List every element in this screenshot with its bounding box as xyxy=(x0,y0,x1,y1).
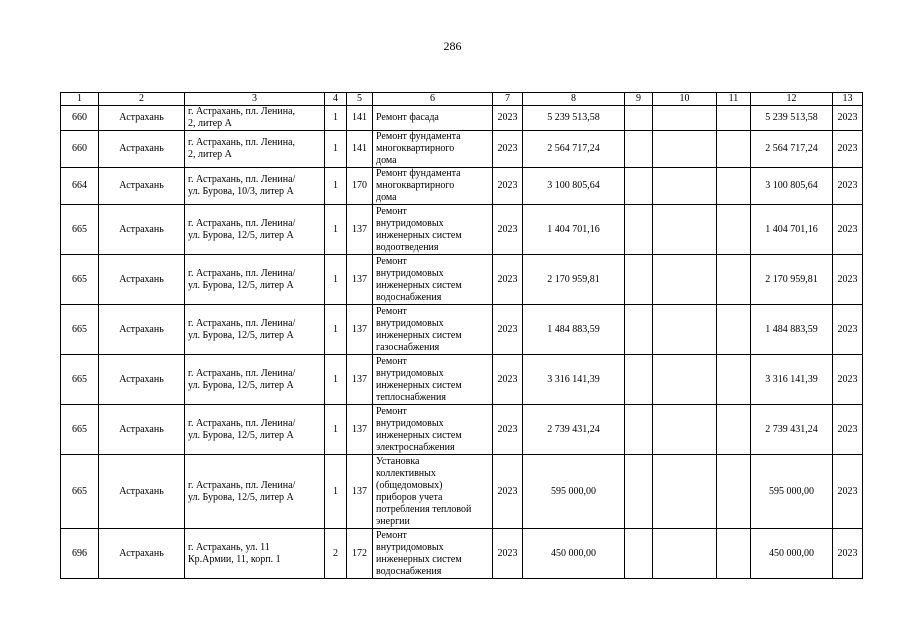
cell-total: 2 564 717,24 xyxy=(751,131,833,168)
cell-year: 2023 xyxy=(493,455,523,529)
cell-city: Астрахань xyxy=(99,205,185,255)
cell-address-line: 2, литер А xyxy=(188,118,232,129)
cell-year: 2023 xyxy=(493,529,523,579)
table-row xyxy=(61,405,863,455)
cell-work-type-line: коллективных xyxy=(376,467,436,479)
cell-col9 xyxy=(625,168,653,205)
cell-work-type xyxy=(373,455,493,529)
cell-total: 1 404 701,16 xyxy=(751,205,833,255)
cell-work-type-line: Ремонт xyxy=(376,405,407,417)
cell-city: Астрахань xyxy=(99,455,185,529)
cell-work-type-line: Ремонт xyxy=(376,355,407,367)
cell-work-type-line: инженерных систем xyxy=(376,379,462,391)
cell-year: 2023 xyxy=(493,305,523,355)
cell-number: 665 xyxy=(61,205,99,255)
cell-address-line: ул. Бурова, 12/5, литер А xyxy=(188,491,294,503)
cell-address-line: г. Астрахань, пл. Ленина/ xyxy=(188,417,296,429)
cell-work-type-line: внутридомовых xyxy=(376,267,444,279)
cell-work-type-line: инженерных систем xyxy=(376,329,462,341)
column-header-2: 2 xyxy=(99,93,185,106)
cell-col11 xyxy=(717,255,751,305)
cell-work-type-line: многоквартирного xyxy=(376,143,455,154)
cell-address-line: ул. Бурова, 12/5, литер А xyxy=(188,429,294,441)
table-row xyxy=(61,355,863,405)
cell-total: 595 000,00 xyxy=(751,455,833,529)
cell-end-year: 2023 xyxy=(833,255,863,305)
cell-col11 xyxy=(717,131,751,168)
cell-city: Астрахань xyxy=(99,529,185,579)
cell-address-line: г. Астрахань, пл. Ленина, xyxy=(188,137,296,148)
cell-work-type-line: дома xyxy=(376,192,397,203)
cell-work-type-line: Ремонт xyxy=(376,205,407,217)
cell-address-line: г. Астрахань, пл. Ленина/ xyxy=(188,174,296,185)
repair-registry-table xyxy=(60,92,863,579)
cell-year: 2023 xyxy=(493,405,523,455)
cell-address xyxy=(185,255,325,305)
cell-address xyxy=(185,131,325,168)
cell-work-type-line: теплоснабжения xyxy=(376,391,446,403)
cell-address-line: ул. Бурова, 12/5, литер А xyxy=(188,329,294,341)
cell-amount: 3 100 805,64 xyxy=(523,168,625,205)
cell-total: 450 000,00 xyxy=(751,529,833,579)
cell-end-year: 2023 xyxy=(833,455,863,529)
cell-year: 2023 xyxy=(493,131,523,168)
cell-col4: 1 xyxy=(325,168,347,205)
cell-work-type-line: Установка xyxy=(376,455,420,467)
table-row xyxy=(61,529,863,579)
cell-number: 665 xyxy=(61,305,99,355)
cell-col4: 1 xyxy=(325,455,347,529)
cell-address xyxy=(185,529,325,579)
cell-work-type xyxy=(373,205,493,255)
cell-city: Астрахань xyxy=(99,305,185,355)
cell-work-type-line: Ремонт xyxy=(376,529,407,541)
cell-city: Астрахань xyxy=(99,355,185,405)
cell-number: 665 xyxy=(61,405,99,455)
cell-amount: 2 170 959,81 xyxy=(523,255,625,305)
cell-city: Астрахань xyxy=(99,131,185,168)
cell-city: Астрахань xyxy=(99,106,185,131)
cell-col11 xyxy=(717,205,751,255)
cell-work-type-line: внутридомовых xyxy=(376,217,444,229)
cell-col9 xyxy=(625,355,653,405)
cell-address-line: ул. Бурова, 10/3, литер А xyxy=(188,186,294,197)
cell-number: 665 xyxy=(61,255,99,305)
cell-col10 xyxy=(653,529,717,579)
cell-total: 3 316 141,39 xyxy=(751,355,833,405)
cell-work-type-line: внутридомовых xyxy=(376,417,444,429)
column-header-12: 12 xyxy=(751,93,833,106)
cell-address-line: г. Астрахань, ул. 11 xyxy=(188,541,270,553)
cell-work-type-line: Ремонт фасада xyxy=(376,112,439,123)
column-header-1: 1 xyxy=(61,93,99,106)
cell-col9 xyxy=(625,106,653,131)
cell-col9 xyxy=(625,529,653,579)
cell-amount: 2 564 717,24 xyxy=(523,131,625,168)
cell-number: 696 xyxy=(61,529,99,579)
cell-year: 2023 xyxy=(493,168,523,205)
cell-work-type-line: приборов учета xyxy=(376,491,443,503)
cell-col11 xyxy=(717,355,751,405)
cell-col5: 170 xyxy=(347,168,373,205)
column-header-6: 6 xyxy=(373,93,493,106)
table-body xyxy=(61,106,863,579)
cell-end-year: 2023 xyxy=(833,168,863,205)
column-header-13: 13 xyxy=(833,93,863,106)
cell-address-line: ул. Бурова, 12/5, литер А xyxy=(188,379,294,391)
cell-work-type xyxy=(373,131,493,168)
cell-work-type xyxy=(373,405,493,455)
cell-address-line: 2, литер А xyxy=(188,149,232,160)
cell-col4: 2 xyxy=(325,529,347,579)
cell-end-year: 2023 xyxy=(833,529,863,579)
cell-work-type-line: электроснабжения xyxy=(376,441,455,453)
cell-col5: 137 xyxy=(347,305,373,355)
cell-number: 660 xyxy=(61,131,99,168)
cell-work-type-line: водоснабжения xyxy=(376,291,442,303)
cell-work-type-line: Ремонт xyxy=(376,255,407,267)
cell-col10 xyxy=(653,106,717,131)
cell-col4: 1 xyxy=(325,405,347,455)
cell-address xyxy=(185,205,325,255)
cell-address-line: г. Астрахань, пл. Ленина/ xyxy=(188,317,296,329)
cell-address-line: г. Астрахань, пл. Ленина/ xyxy=(188,367,296,379)
table-row xyxy=(61,168,863,205)
cell-col5: 137 xyxy=(347,255,373,305)
cell-end-year: 2023 xyxy=(833,405,863,455)
cell-work-type xyxy=(373,106,493,131)
cell-end-year: 2023 xyxy=(833,305,863,355)
cell-amount: 1 404 701,16 xyxy=(523,205,625,255)
column-header-11: 11 xyxy=(717,93,751,106)
cell-col4: 1 xyxy=(325,355,347,405)
cell-col10 xyxy=(653,355,717,405)
cell-col11 xyxy=(717,106,751,131)
cell-col9 xyxy=(625,455,653,529)
cell-address-line: г. Астрахань, пл. Ленина/ xyxy=(188,267,296,279)
cell-work-type-line: Ремонт фундамента xyxy=(376,168,461,179)
cell-work-type-line: энергии xyxy=(376,515,410,527)
cell-col10 xyxy=(653,305,717,355)
cell-work-type-line: инженерных систем xyxy=(376,279,462,291)
cell-work-type xyxy=(373,168,493,205)
column-header-3: 3 xyxy=(185,93,325,106)
cell-col11 xyxy=(717,529,751,579)
cell-number: 665 xyxy=(61,355,99,405)
cell-total: 2 170 959,81 xyxy=(751,255,833,305)
cell-col9 xyxy=(625,405,653,455)
cell-amount: 2 739 431,24 xyxy=(523,405,625,455)
cell-col4: 1 xyxy=(325,305,347,355)
table-row xyxy=(61,255,863,305)
cell-year: 2023 xyxy=(493,106,523,131)
cell-col4: 1 xyxy=(325,205,347,255)
table-row xyxy=(61,205,863,255)
cell-work-type-line: (общедомовых) xyxy=(376,479,443,491)
column-header-4: 4 xyxy=(325,93,347,106)
cell-end-year: 2023 xyxy=(833,131,863,168)
cell-end-year: 2023 xyxy=(833,106,863,131)
cell-work-type xyxy=(373,529,493,579)
cell-work-type xyxy=(373,255,493,305)
cell-address-line: Кр.Армии, 11, корп. 1 xyxy=(188,553,281,565)
column-header-7: 7 xyxy=(493,93,523,106)
cell-work-type xyxy=(373,305,493,355)
cell-amount: 5 239 513,58 xyxy=(523,106,625,131)
cell-work-type-line: водоснабжения xyxy=(376,565,442,577)
cell-amount: 3 316 141,39 xyxy=(523,355,625,405)
cell-col10 xyxy=(653,131,717,168)
cell-address-line: г. Астрахань, пл. Ленина, xyxy=(188,106,296,117)
cell-work-type-line: внутридомовых xyxy=(376,541,444,553)
cell-col9 xyxy=(625,131,653,168)
cell-col9 xyxy=(625,305,653,355)
cell-col5: 137 xyxy=(347,205,373,255)
cell-work-type-line: Ремонт xyxy=(376,305,407,317)
cell-col11 xyxy=(717,455,751,529)
cell-address-line: г. Астрахань, пл. Ленина/ xyxy=(188,217,296,229)
cell-work-type-line: Ремонт фундамента xyxy=(376,131,461,142)
cell-address xyxy=(185,106,325,131)
cell-total: 2 739 431,24 xyxy=(751,405,833,455)
column-header-5: 5 xyxy=(347,93,373,106)
cell-city: Астрахань xyxy=(99,405,185,455)
cell-total: 5 239 513,58 xyxy=(751,106,833,131)
cell-col5: 137 xyxy=(347,455,373,529)
cell-work-type-line: дома xyxy=(376,155,397,166)
column-header-9: 9 xyxy=(625,93,653,106)
cell-col5: 137 xyxy=(347,405,373,455)
column-header-8: 8 xyxy=(523,93,625,106)
cell-address xyxy=(185,405,325,455)
cell-col9 xyxy=(625,255,653,305)
cell-col5: 172 xyxy=(347,529,373,579)
cell-work-type xyxy=(373,355,493,405)
cell-year: 2023 xyxy=(493,355,523,405)
table-row xyxy=(61,305,863,355)
cell-col5: 141 xyxy=(347,131,373,168)
cell-work-type-line: многоквартирного xyxy=(376,180,455,191)
table-row xyxy=(61,106,863,131)
cell-number: 660 xyxy=(61,106,99,131)
cell-number: 664 xyxy=(61,168,99,205)
cell-year: 2023 xyxy=(493,205,523,255)
cell-col11 xyxy=(717,305,751,355)
cell-col5: 141 xyxy=(347,106,373,131)
cell-col5: 137 xyxy=(347,355,373,405)
cell-col10 xyxy=(653,455,717,529)
cell-work-type-line: потребления тепловой xyxy=(376,503,472,515)
cell-col4: 1 xyxy=(325,131,347,168)
header-row xyxy=(61,93,863,106)
cell-total: 1 484 883,59 xyxy=(751,305,833,355)
cell-col4: 1 xyxy=(325,106,347,131)
cell-address xyxy=(185,455,325,529)
cell-amount: 595 000,00 xyxy=(523,455,625,529)
cell-work-type-line: водоотведения xyxy=(376,241,439,253)
cell-address xyxy=(185,355,325,405)
page-number: 286 xyxy=(443,39,462,53)
cell-work-type-line: газоснабжения xyxy=(376,341,440,353)
cell-col11 xyxy=(717,405,751,455)
cell-col11 xyxy=(717,168,751,205)
cell-work-type-line: внутридомовых xyxy=(376,317,444,329)
cell-end-year: 2023 xyxy=(833,205,863,255)
cell-work-type-line: инженерных систем xyxy=(376,429,462,441)
cell-col9 xyxy=(625,205,653,255)
cell-address xyxy=(185,305,325,355)
cell-amount: 1 484 883,59 xyxy=(523,305,625,355)
table-row xyxy=(61,131,863,168)
cell-col10 xyxy=(653,405,717,455)
cell-address-line: ул. Бурова, 12/5, литер А xyxy=(188,229,294,241)
column-header-10: 10 xyxy=(653,93,717,106)
cell-col10 xyxy=(653,168,717,205)
cell-col4: 1 xyxy=(325,255,347,305)
table-row xyxy=(61,455,863,529)
cell-end-year: 2023 xyxy=(833,355,863,405)
cell-work-type-line: инженерных систем xyxy=(376,553,462,565)
cell-address-line: г. Астрахань, пл. Ленина/ xyxy=(188,479,296,491)
cell-city: Астрахань xyxy=(99,168,185,205)
cell-total: 3 100 805,64 xyxy=(751,168,833,205)
cell-city: Астрахань xyxy=(99,255,185,305)
cell-year: 2023 xyxy=(493,255,523,305)
cell-col10 xyxy=(653,255,717,305)
cell-address-line: ул. Бурова, 12/5, литер А xyxy=(188,279,294,291)
cell-number: 665 xyxy=(61,455,99,529)
cell-work-type-line: инженерных систем xyxy=(376,229,462,241)
cell-col10 xyxy=(653,205,717,255)
cell-work-type-line: внутридомовых xyxy=(376,367,444,379)
cell-address xyxy=(185,168,325,205)
cell-amount: 450 000,00 xyxy=(523,529,625,579)
